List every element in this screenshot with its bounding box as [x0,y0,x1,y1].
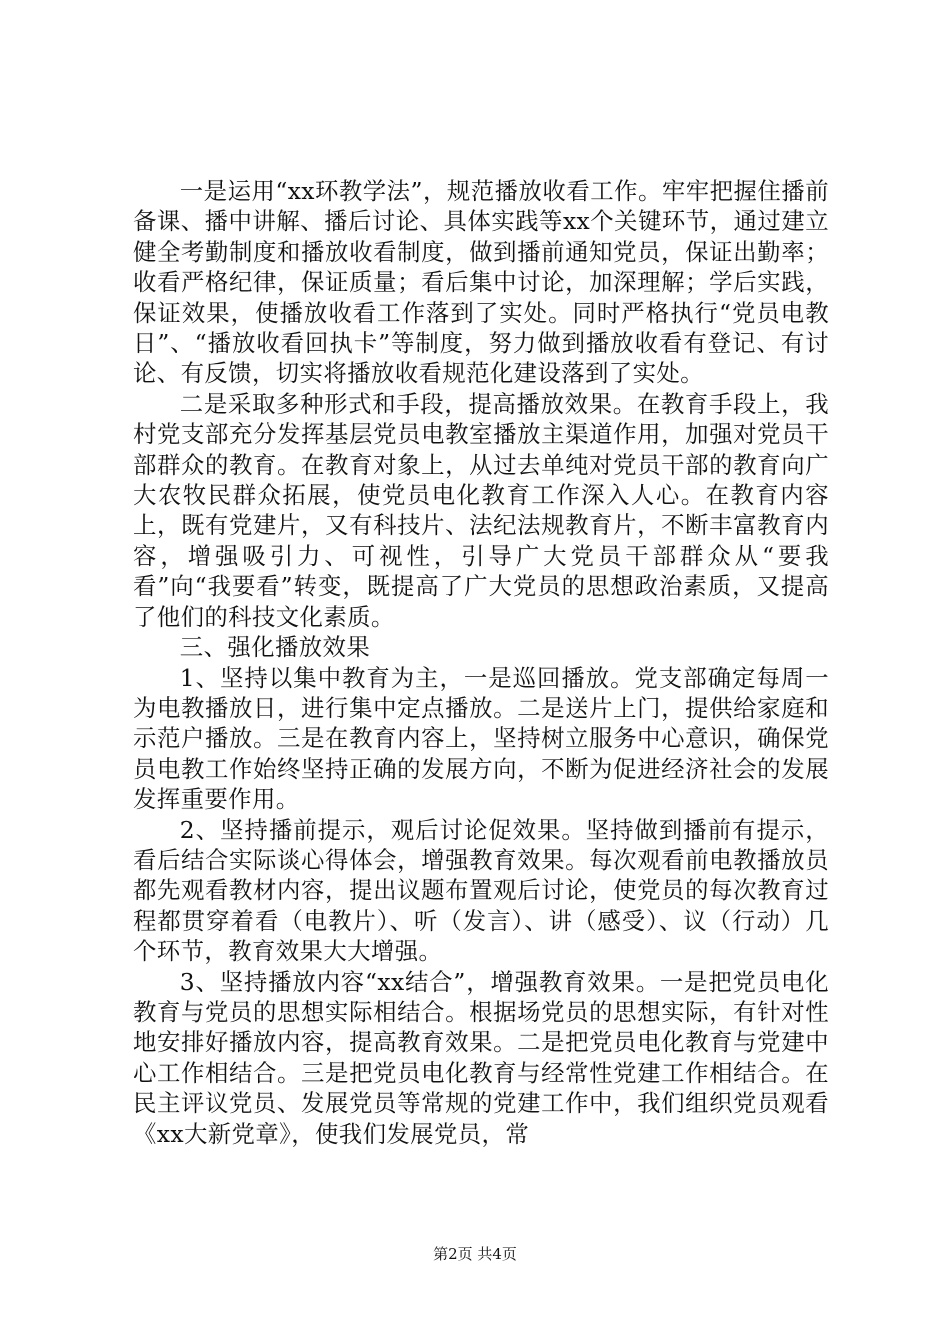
paragraph-3: 1、坚持以集中教育为主，一是巡回播放。党支部确定每周一为电教播放日，进行集中定点播放。二是送片上门，提供给家庭和示范户播放。三是在教育内容上，坚持树立服务中心意识，确保党员电教工作始终坚持正确的发展方向，不断为促进经济社会的发展发挥重要作用。 [133,663,829,814]
paragraph-1: 一是运用“xx环教学法”，规范播放收看工作。牢牢把握住播前备课、播中讲解、播后讨论、具体实践等xx个关键环节，通过建立健全考勤制度和播放收看制度，做到播前通知党员，保证出勤率；收看严格纪律，保证质量；看后集中讨论，加深理解；学后实践，保证效果，使播放收看工作落到了实处。同时严格执行“党员电教日”、“播放收看回执卡”等制度，努力做到播放收看有登记、有讨论、有反馈，切实将播放收看规范化建设落到了实处。 [133,177,829,388]
page-number-footer: 第2页 共4页 [433,1245,517,1263]
section-heading: 三、强化播放效果 [179,633,371,662]
paragraph-4: 2、坚持播前提示，观后讨论促效果。坚持做到播前有提示，看后结合实际谈心得体会，增强教育效果。每次观看前电教播放员都先观看教材内容，提出议题布置观后讨论，使党员的每次教育过程都贯穿着看（电教片）、听（发言）、讲（感受）、议（行动）几个环节，教育效果大大增强。 [133,815,829,966]
paragraph-2: 二是采取多种形式和手段，提高播放效果。在教育手段上，我村党支部充分发挥基层党员电教室播放主渠道作用，加强对党员干部群众的教育。在教育对象上，从过去单纯对党员干部的教育向广大农牧民群众拓展，使党员电化教育工作深入人心。在教育内容上，既有党建片，又有科技片、法纪法规教育片，不断丰富教育内容，增强吸引力、可视性，引导广大党员干部群众从“要我看”向“我要看”转变，既提高了广大党员的思想政治素质，又提高了他们的科技文化素质。 [133,389,829,631]
document-body [133,176,829,1149]
paragraph-5: 3、坚持播放内容“xx结合”，增强教育效果。一是把党员电化教育与党员的思想实际相结合。根据场党员的思想实际，有针对性地安排好播放内容，提高教育效果。二是把党员电化教育与党建中心工作相结合。三是把党员电化教育与经常性党建工作相结合。在民主评议党员、发展党员等常规的党建工作中，我们组织党员观看《xx大新党章》，使我们发展党员，常 [133,967,829,1148]
